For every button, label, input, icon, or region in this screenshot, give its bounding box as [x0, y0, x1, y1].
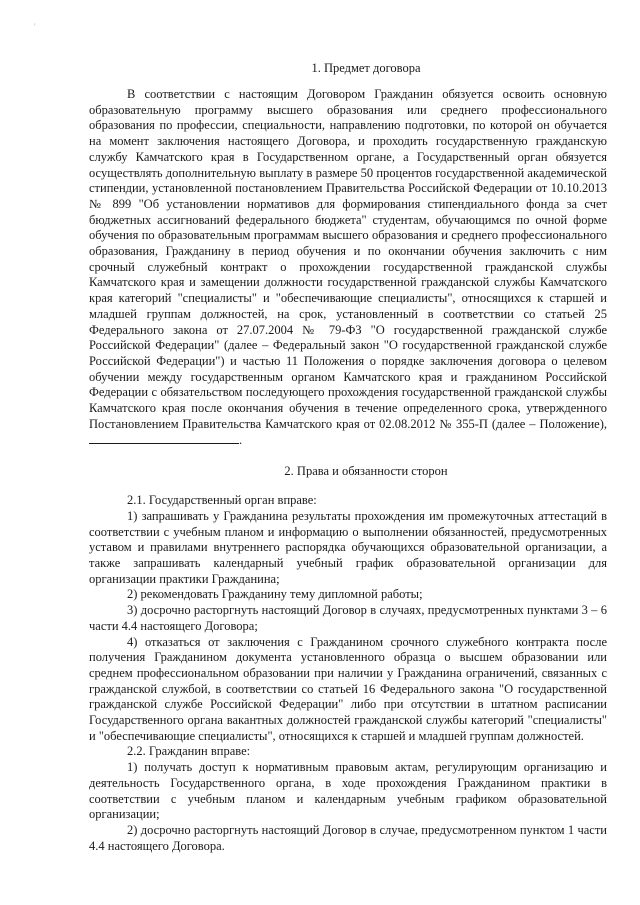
section-2-title: 2. Права и обязанности сторон	[284, 464, 448, 479]
subsection-2-1-item: 4) отказаться от заключения с Гражданином срочного служебного контракта после получения Гражданином документа установленного образца о высшем образовании или среднем профессиональном образовании при наличии у Гражданина ограничений, связанных с гражданской службой, в соответствии со статьей 16 Федерального закона "О государственной гражданской службе Российской Федерации" либо при отсутствии в штатном расписании Государственного органа вакантных должностей гражданской службы категорий "специалисты" и "обеспечивающие специалисты", относящихся к старшей и младшей группам должностей.	[89, 634, 607, 743]
subsection-2-2-heading: 2.2. Гражданин вправе:	[127, 744, 251, 759]
section-1-paragraph	[89, 87, 607, 449]
subsection-2-1-item: 3) досрочно расторгнуть настоящий Договор в случаях, предусмотренных пунктами 3 – 6 части 4.4 настоящего Договора;	[89, 603, 607, 633]
subsection-2-1-item: 2) рекомендовать Гражданину тему дипломной работы;	[127, 587, 423, 602]
section-1-paragraph-end: .	[239, 433, 243, 448]
subsection-2-2-item: 2) досрочно расторгнуть настоящий Договор в случае, предусмотренном пунктом 1 части 4.4 настоящего Договора.	[89, 822, 607, 853]
blank-fill-line[interactable]	[89, 432, 239, 444]
section-1-paragraph-text: В соответствии с настоящим Договором Гражданин обязуется освоить основную образовательную программу высшего образования или среднего профессионального образования по профессии, специальности, направлению подготовки, по которой он обучается на момент заключения настоящего Договора, и проходить государственную гражданскую службу Камчатского края в Государственном органе, а Государственный орган обязуется осуществлять дополнительную выплату в размере 50 процентов государственной академической стипендии, установленной постановлением Правительства Российской Федерации от 10.10.2013 № 899 "Об установлении нормативов для формирования стипендиального фонда за счет бюджетных ассигнований федерального бюджета" студентам, обучающимся по очной форме обучения по образовательным программам высшего образования и среднего профессионального образования, Гражданину в период обучения и по окончании обучения заключить с ним срочный служебный контракт о прохождении государственной гражданской службы Камчатского края и замещении должности государственной гражданской службы Камчатского края категорий "специалисты" и "обеспечивающие специалисты", относящихся к старшей и младшей группам должностей, на срок, установленный в соответствии со статьей 25 Федерального закона от 27.07.2004 № 79-ФЗ "О государственной гражданской службе Российской Федерации" (далее – Федеральный закон "О государственной гражданской службе Российской Федерации") и частью 11 Положения о порядке заключения договора о целевом обучении между государственным органом Камчатского края и гражданином Российской Федерации с обязательством последующего прохождения государственной гражданской службы Камчатского края после окончания обучения в течение определенного срока, утвержденного Постановлением Правительства Камчатского края от 02.08.2012 № 355-П (далее – Положение),	[89, 87, 607, 431]
section-1-title: 1. Предмет договора	[311, 61, 421, 75]
scan-mark: '	[34, 22, 36, 32]
subsection-2-2-item: 1) получать доступ к нормативным правовым актам, регулирующим организацию и деятельность Государственного органа, в ходе прохождения Гражданином практики в соответствии с учебным планом и календарным учебным графиком образовательной организации;	[89, 760, 607, 822]
subsection-2-1-item: 1) запрашивать у Гражданина результаты прохождения им промежуточных аттестаций в соответствии с учебным планом и информацию о выполнении обязанностей, предусмотренных уставом и правилами внутреннего распорядка обучающихся образовательной организации, а также запрашивать календарный учебный график образовательной организации для организации практики Гражданина;	[89, 508, 607, 586]
subsection-2-1-heading: 2.1. Государственный орган вправе:	[127, 493, 317, 508]
